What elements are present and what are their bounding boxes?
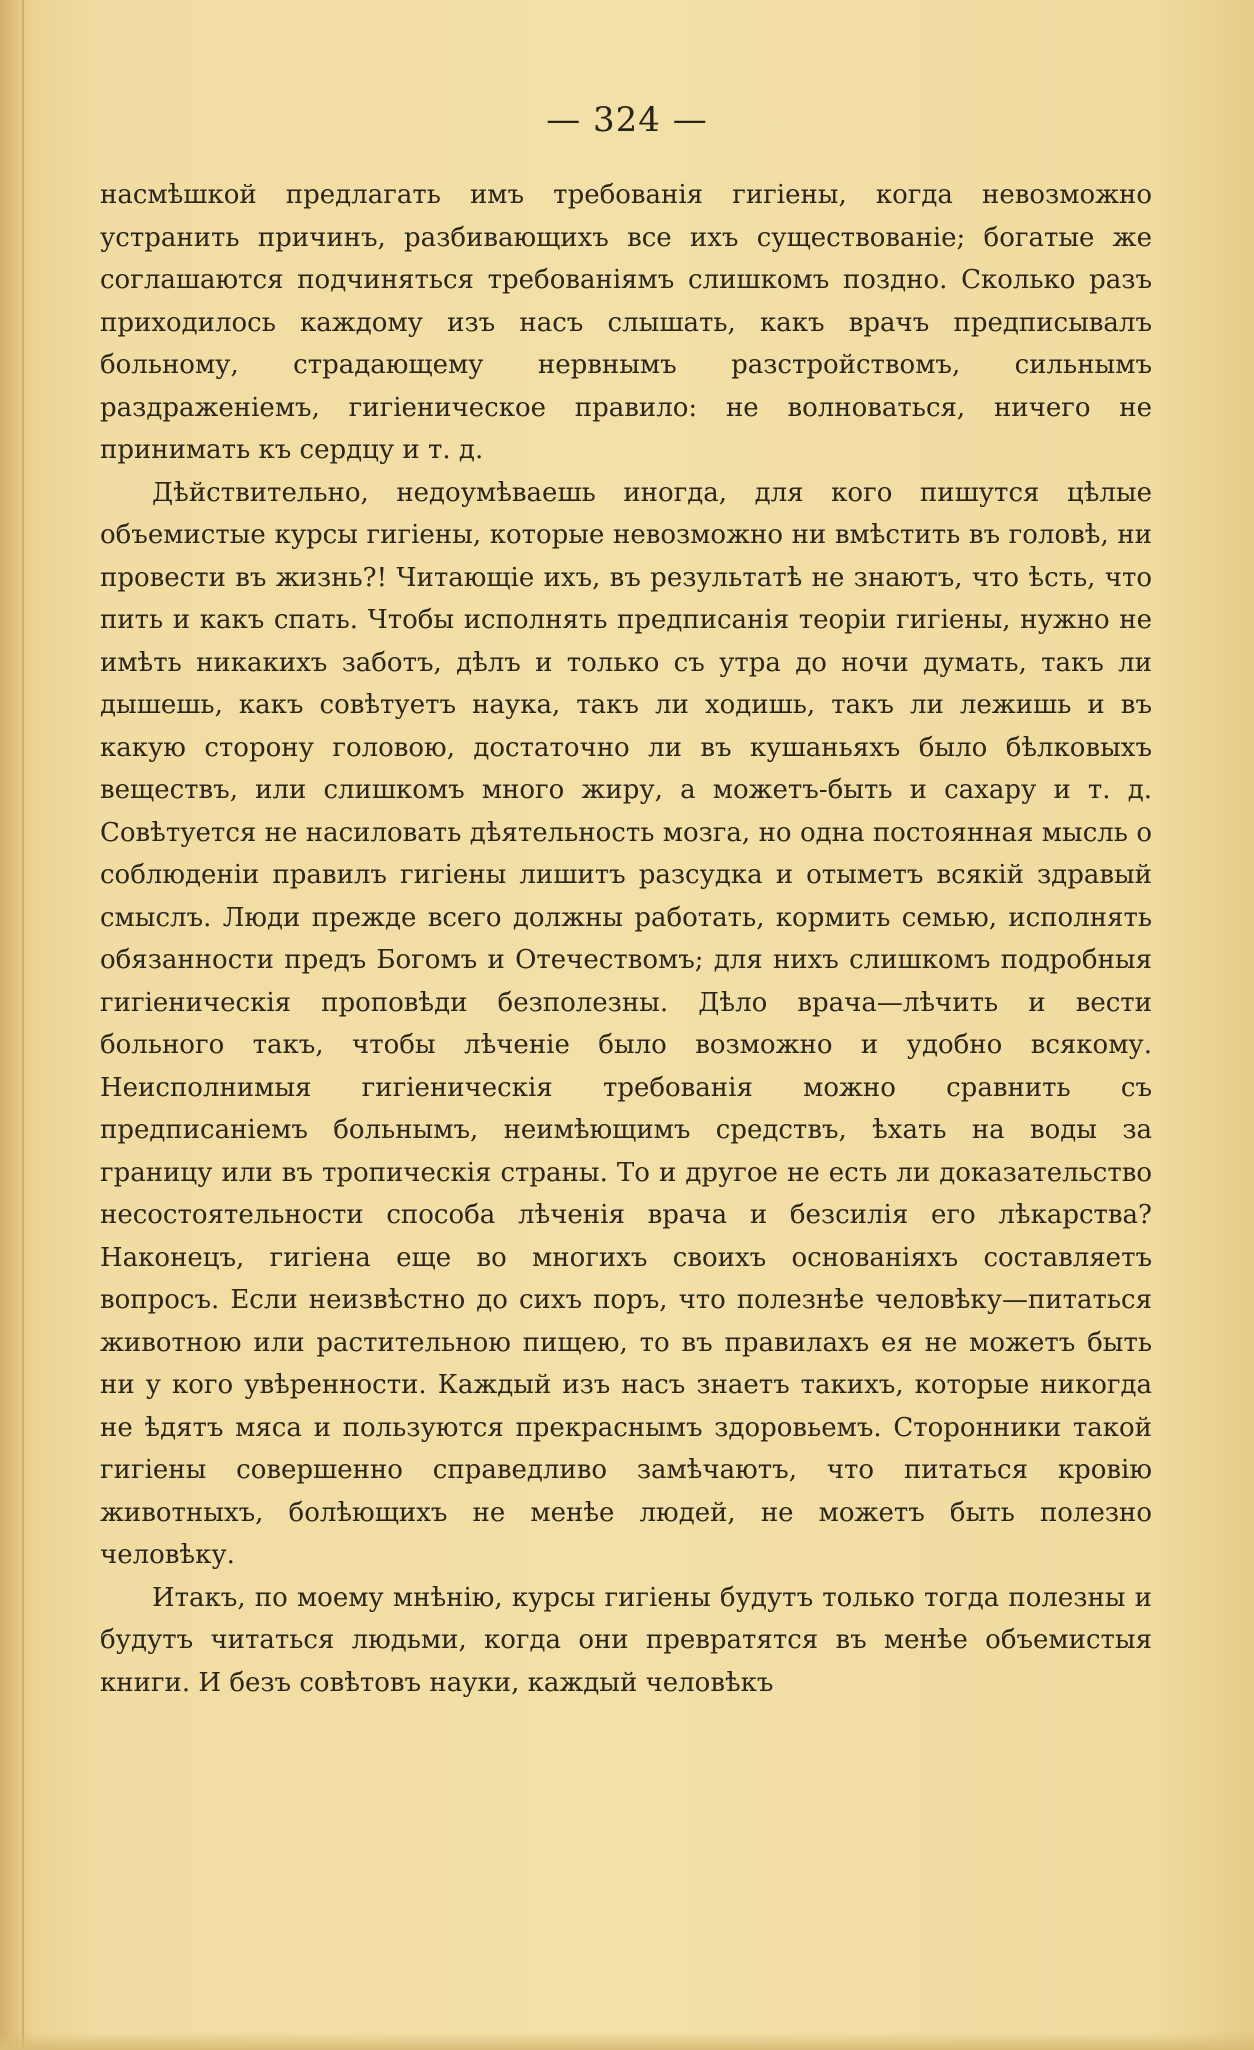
paragraph-3: Итакъ, по моему мнѣнію, курсы гигіены будутъ только тогда полезны и будутъ читаться людьми, когда они превратятся въ менѣе объемистыя книги. И безъ совѣтовъ науки, каждый человѣкъ [100,1582,1152,1698]
page-binding-line [22,0,24,2050]
paragraph-1: насмѣшкой предлагать имъ требованія гигіены, когда невозможно устранить причинъ, разбивающихъ все ихъ существованіе; богатые же соглашаются подчиняться требованіямъ слишкомъ поздно. Сколько разъ приходилось каждому изъ насъ слышать, какъ врачъ предписывалъ больному, страдающему нервнымъ разстройствомъ, сильнымъ раздраженіемъ, гигіеническое правило: не волноваться, ничего не принимать къ сердцу и т. д. [100,180,1152,465]
page-number: — 324 — [546,100,708,140]
paragraph-2: Дѣйствительно, недоумѣваешь иногда, для кого пишутся цѣлые объемистые курсы гигіены, которые невозможно ни вмѣстить въ головѣ, ни провести въ жизнь?! Читающіе ихъ, въ результатѣ не знаютъ, что ѣсть, что пить и какъ спать. Чтобы исполнять предписанія теоріи гигіены, нужно не имѣть никакихъ заботъ, дѣлъ и только съ утра до ночи думать, такъ ли дышешь, какъ совѣтуетъ наука, такъ ли ходишь, такъ ли лежишь и въ какую сторону головою, достаточно ли въ кушаньяхъ было бѣлковыхъ веществъ, или слишкомъ много жиру, а можетъ-быть и сахару и т. д. Совѣтуется не насиловать дѣятельность мозга, но одна постоянная мысль о соблюденіи правилъ гигіены лишитъ разсудка и отыметъ всякій здравый смыслъ. Люди прежде всего должны работать, кормить семью, исполнять обязанности предъ Богомъ и Отечествомъ; для нихъ слишкомъ подробныя гигіеническія проповѣди безполезны. Дѣло врача—лѣчить и вести больного такъ, чтобы лѣченіе было возможно и удобно всякому. Неисполнимыя гигіеническія требованія можно сравнить съ предписаніемъ больнымъ, неимѣющимъ средствъ, ѣхать на воды за границу или въ тропическія страны. То и другое не есть ли доказательство несостоятельности способа лѣченія врача и безсилія его лѣкарства? Наконецъ, гигіена еще во многихъ своихъ основаніяхъ составляетъ вопросъ. Если неизвѣстно до сихъ поръ, что полезнѣе человѣку—питаться животною или растительною пищею, то въ правилахъ ея не можетъ быть ни у кого увѣренности. Каждый изъ насъ знаетъ такихъ, которые никогда не ѣдятъ мяса и пользуются прекраснымъ здоровьемъ. Сторонники такой гигіены совершенно справедливо замѣчаютъ, что питаться кровію животныхъ, болѣющихъ не менѣе людей, не можетъ быть полезно человѣку. [100,477,1152,1570]
page-bottom-edge [0,2032,1254,2050]
body-text [100,174,1152,1704]
page-binding-shadow [0,0,34,2050]
